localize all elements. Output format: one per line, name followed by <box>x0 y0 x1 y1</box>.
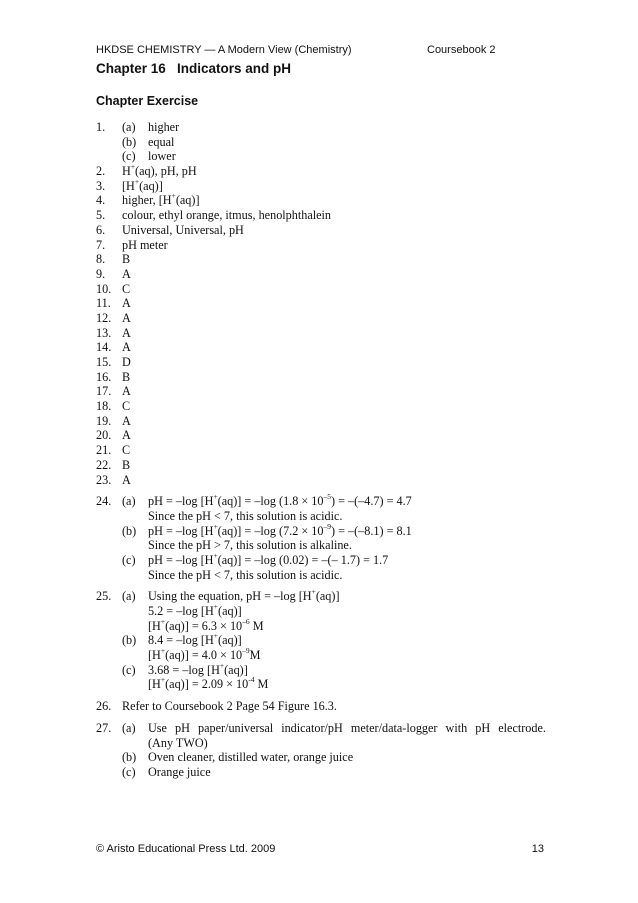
part-label: (b) <box>122 134 137 149</box>
answer-text: Oven cleaner, distilled water, orange juice <box>148 750 354 765</box>
answer-row <box>96 414 546 429</box>
part-label: (b) <box>122 750 137 765</box>
answer-row <box>96 252 546 267</box>
answer-row <box>96 521 546 539</box>
question-number: 18. <box>96 399 112 414</box>
answer-text: A <box>122 384 131 399</box>
answer-row <box>96 340 546 355</box>
part-label: (b) <box>122 523 137 538</box>
answer-note: Since the pH > 7, this solution is alkaline. <box>148 538 352 553</box>
footer-copyright: © Aristo Educational Press Ltd. 2009 <box>96 843 276 855</box>
question-number: 23. <box>96 472 112 487</box>
answer-row <box>96 550 546 568</box>
part-label: (a) <box>122 494 136 509</box>
answer-row <box>96 509 546 524</box>
page-header <box>96 44 544 58</box>
answer-text: Use pH paper/universal indicator/pH meter/data-logger with pH electrode. <box>148 720 546 735</box>
answer-row <box>96 589 546 604</box>
exercise-title: Chapter Exercise <box>96 94 199 108</box>
question-number: 3. <box>96 178 106 193</box>
page-footer <box>96 843 544 857</box>
answer-note: (Any TWO) <box>148 735 208 750</box>
question-number: 9. <box>96 266 106 281</box>
part-label: (c) <box>122 764 136 779</box>
answer-text: 5.2 = –log [H+(aq)] <box>148 601 242 618</box>
part-label: (c) <box>122 552 136 567</box>
answer-text: D <box>122 355 131 369</box>
answer-text: A <box>122 296 131 311</box>
answer-row <box>96 149 546 164</box>
answer-text: $[H^+(aq)] = 2.09 \times 10^{-4}$ M <box>148 675 269 692</box>
answer-text: Universal, Universal, pH <box>122 222 244 237</box>
answer-row <box>96 282 546 297</box>
answer-row <box>96 193 546 208</box>
answer-row <box>96 223 546 238</box>
answer-text: equal <box>148 134 175 149</box>
answer-text: pH meter <box>122 237 168 252</box>
multiple-choice-answers <box>96 252 546 487</box>
page-number: 13 <box>531 843 544 855</box>
answer-text: $[H^+(aq)] = 6.3 \times 10^{-6}$ M <box>148 616 264 633</box>
part-label: (a) <box>122 720 136 735</box>
question-number: 21. <box>96 443 112 458</box>
answer-text: B <box>122 252 131 267</box>
answer-row <box>96 616 546 634</box>
question-number: 16. <box>96 369 112 384</box>
answer-text: 3.68 = –log [H+(aq)] <box>148 660 248 677</box>
answer-text: A <box>122 325 131 340</box>
part-label: (c) <box>122 662 136 677</box>
question-number: 1. <box>96 120 106 134</box>
answer-row <box>96 677 546 692</box>
answer-text: C <box>122 399 131 414</box>
answer-text: H+(aq), pH, pH <box>122 162 197 179</box>
answer-text: Refer to Coursebook 2 Page 54 Figure 16.3. <box>122 699 337 714</box>
question-number: 27. <box>96 720 112 735</box>
answer-row <box>96 443 546 458</box>
answer-text: pH = –log [H+(aq)] = –log (0.02) = –(– 1.7) = 1.7 <box>148 550 389 567</box>
answer-row <box>96 208 546 223</box>
answer-row <box>96 176 546 194</box>
answer-row <box>96 648 546 663</box>
answer-note: Since the pH < 7, this solution is acidic. <box>148 567 343 582</box>
header-book-title: HKDSE CHEMISTRY — A Modern View (Chemistry) <box>96 44 352 56</box>
question-number: 8. <box>96 252 106 267</box>
answer-text: higher <box>148 120 180 134</box>
question-number: 2. <box>96 164 106 179</box>
part-label: (a) <box>122 120 136 134</box>
answer-row <box>96 311 546 326</box>
answer-list <box>96 120 546 780</box>
answer-row <box>96 326 546 341</box>
chapter-title: Chapter 16 Indicators and pH <box>96 61 292 76</box>
question-number: 13. <box>96 325 112 340</box>
part-label: (a) <box>122 589 136 604</box>
answer-row <box>96 473 546 488</box>
answer-note: Since the pH < 7, this solution is acidic. <box>148 508 343 523</box>
part-label: (c) <box>122 149 136 164</box>
question-number: 14. <box>96 340 112 355</box>
question-number: 15. <box>96 355 112 369</box>
answer-row <box>96 458 546 473</box>
answer-row <box>96 120 546 135</box>
answer-text: Orange juice <box>148 764 211 779</box>
answer-text: higher, [H+(aq)] <box>122 191 200 208</box>
answer-row <box>96 736 546 751</box>
answer-row <box>96 750 546 765</box>
answer-row <box>96 721 546 736</box>
question-number: 19. <box>96 413 112 428</box>
answer-row <box>96 568 546 583</box>
answer-text: pH = –log [H+(aq)] = –log $(7.2 \times 10^{-9}) = -(-8.1) = 8.1$ <box>148 521 412 538</box>
header-coursebook: Coursebook 2 <box>427 44 496 56</box>
answer-row <box>96 135 546 150</box>
answer-text: A <box>122 413 131 428</box>
question-number: 20. <box>96 428 112 443</box>
question-number: 7. <box>96 237 106 252</box>
question-number: 24. <box>96 494 112 509</box>
answer-row <box>96 296 546 311</box>
answer-row <box>96 494 546 509</box>
answer-row <box>96 355 546 370</box>
answer-row <box>96 370 546 385</box>
answer-text: A <box>122 310 131 325</box>
question-number: 5. <box>96 208 106 223</box>
answer-row <box>96 238 546 253</box>
answer-text: lower <box>148 149 176 164</box>
answer-text: Using the equation, pH = –log [H+(aq)] <box>148 587 340 604</box>
answer-text: colour, ethyl orange, itmus, henolphthalein <box>122 208 332 223</box>
answer-row <box>96 428 546 443</box>
answer-text: $[H^+(aq)] = 4.0 \times 10^{-9}M$ <box>148 646 261 663</box>
answer-text: [H+(aq)] <box>122 176 163 193</box>
answer-text: C <box>122 443 131 458</box>
answer-row <box>96 164 546 179</box>
answer-text: A <box>122 428 131 443</box>
question-number: 22. <box>96 457 112 472</box>
answer-text: C <box>122 281 131 296</box>
answer-row <box>96 384 546 399</box>
answer-text: B <box>122 369 131 384</box>
part-label: (b) <box>122 633 137 648</box>
question-number: 6. <box>96 222 106 237</box>
answer-text: pH = –log [H+(aq)] = –log $(1.8 \times 10^{-5}) = -(-4.7) = 4.7$ <box>148 492 412 509</box>
question-number: 4. <box>96 193 106 208</box>
answer-row <box>96 267 546 282</box>
answer-text: B <box>122 457 131 472</box>
answer-row <box>96 765 546 780</box>
answer-row <box>96 399 546 414</box>
answer-row <box>96 538 546 553</box>
answer-row <box>96 699 546 714</box>
question-number: 17. <box>96 384 112 399</box>
answer-text: A <box>122 472 131 487</box>
question-number: 12. <box>96 310 112 325</box>
question-number: 26. <box>96 699 112 714</box>
question-number: 10. <box>96 281 112 296</box>
question-number: 11. <box>96 296 111 311</box>
question-number: 25. <box>96 589 112 604</box>
answer-text: A <box>122 266 131 281</box>
answer-text: A <box>122 340 131 355</box>
answer-text: 8.4 = –log [H+(aq)] <box>148 631 242 648</box>
